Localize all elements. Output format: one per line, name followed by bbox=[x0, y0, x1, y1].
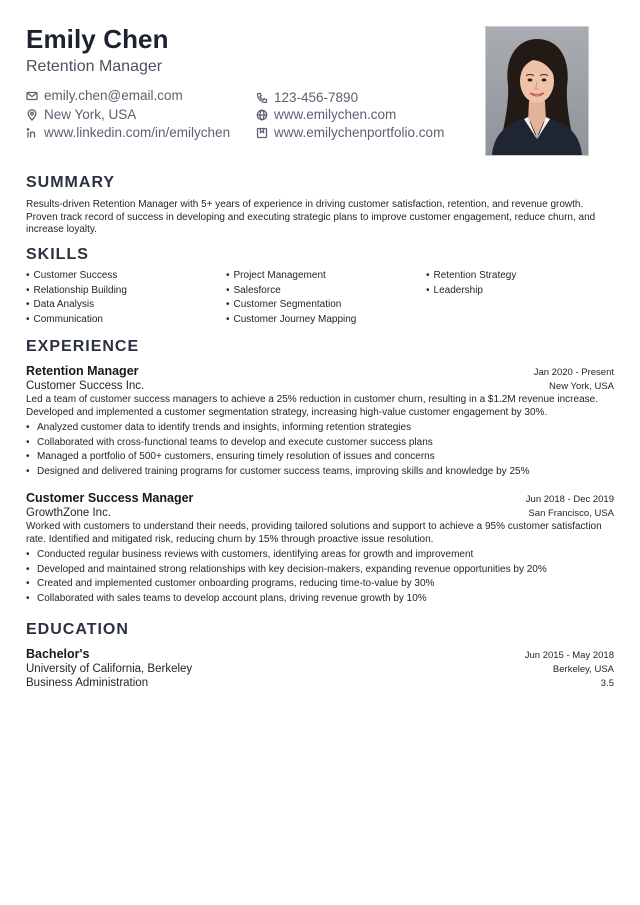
education-gpa: 3.5 bbox=[600, 678, 614, 689]
skill-item: • Customer Segmentation bbox=[226, 299, 426, 314]
envelope-icon bbox=[26, 90, 38, 102]
linkedin-icon bbox=[26, 127, 38, 139]
skills-section bbox=[26, 246, 616, 328]
skill-item: • Data Analysis bbox=[26, 299, 226, 314]
contact-portfolio[interactable] bbox=[256, 125, 444, 140]
education-degree: Bachelor's bbox=[26, 647, 90, 661]
achievement-item: • Collaborated with cross-functional teams to develop and execute customer success plans bbox=[26, 436, 614, 451]
achievement-item: • Analyzed customer data to identify trends and insights, informing retention strategies bbox=[26, 421, 614, 436]
education-field: Business Administration bbox=[26, 677, 149, 689]
contact-email-text: emily.chen@email.com bbox=[44, 88, 183, 103]
job-description: Worked with customers to understand their needs, providing tailored solutions and support to achieve a 95% customer satisfaction rate. Identified and mitigated risk, reducing churn by 15% through proactive issue resolution. bbox=[26, 521, 602, 545]
job-location: New York, USA bbox=[549, 381, 614, 392]
skill-item: • Relationship Building bbox=[26, 285, 226, 300]
job-achievements bbox=[26, 548, 614, 606]
resume-header bbox=[26, 0, 614, 160]
summary-heading: SUMMARY bbox=[26, 174, 116, 191]
job-dates: Jun 2018 - Dec 2019 bbox=[525, 494, 614, 505]
experience-section bbox=[26, 338, 614, 606]
skill-item: • Retention Strategy bbox=[426, 270, 616, 285]
skill-item: • Customer Journey Mapping bbox=[226, 314, 426, 329]
education-section bbox=[26, 621, 614, 689]
job-company: Customer Success Inc. bbox=[26, 380, 145, 392]
job-description: Led a team of customer success managers to achieve a 25% reduction in customer churn, resulting in a $1.2M revenue increase. Developed and implemented a customer segmentation strategy, increasing high-value customer engagement by 30%. bbox=[26, 394, 598, 418]
skill-item: • Leadership bbox=[426, 285, 616, 300]
job-role: Retention Manager bbox=[26, 364, 139, 378]
achievement-item: • Conducted regular business reviews with customers, identifying areas for growth and improvement bbox=[26, 548, 614, 563]
job-role: Customer Success Manager bbox=[26, 491, 194, 505]
skill-empty-cell bbox=[426, 314, 616, 329]
job-company: GrowthZone Inc. bbox=[26, 507, 112, 519]
education-dates: Jun 2015 - May 2018 bbox=[524, 650, 614, 661]
globe-icon bbox=[256, 109, 268, 121]
job-entry bbox=[26, 491, 614, 606]
summary-text: Results-driven Retention Manager with 5+ years of experience in driving customer satisfaction, retention, and revenue growth. Proven track record of success in developing and executing strategic plans to improve customer engagement, reduce churn, and increase loyalty. bbox=[26, 199, 596, 235]
skill-item: • Communication bbox=[26, 314, 226, 329]
education-school: University of California, Berkeley bbox=[26, 663, 193, 675]
contact-phone[interactable] bbox=[256, 90, 358, 105]
profile-photo bbox=[485, 26, 589, 156]
contact-website-text: www.emilychen.com bbox=[274, 107, 397, 122]
experience-heading: EXPERIENCE bbox=[26, 338, 140, 355]
skill-item: • Customer Success bbox=[26, 270, 226, 285]
achievement-item: • Collaborated with sales teams to develop account plans, driving revenue growth by 10% bbox=[26, 592, 614, 607]
skill-item: • Project Management bbox=[226, 270, 426, 285]
contact-linkedin-text: www.linkedin.com/in/emilychen bbox=[44, 125, 231, 140]
candidate-title: Retention Manager bbox=[26, 58, 163, 75]
achievement-item: • Developed and maintained strong relationships with key decision-makers, expanding revenue opportunities by 20% bbox=[26, 563, 614, 578]
skill-empty-cell bbox=[426, 299, 616, 314]
contact-website[interactable] bbox=[256, 107, 396, 122]
phone-icon bbox=[256, 92, 268, 104]
skill-item: • Salesforce bbox=[226, 285, 426, 300]
achievement-item: • Managed a portfolio of 500+ customers, ensuring timely resolution of issues and concerns bbox=[26, 450, 614, 465]
education-location: Berkeley, USA bbox=[552, 664, 614, 675]
achievement-item: • Designed and delivered training programs for customer success teams, improving skills and knowledge by 25% bbox=[26, 465, 614, 480]
job-entry bbox=[26, 364, 614, 479]
contact-portfolio-text: www.emilychenportfolio.com bbox=[274, 125, 445, 140]
education-heading: EDUCATION bbox=[26, 621, 129, 638]
contact-email[interactable] bbox=[26, 88, 183, 103]
summary-section bbox=[26, 174, 616, 237]
job-location: San Francisco, USA bbox=[528, 508, 614, 519]
contact-phone-text: 123-456-7890 bbox=[274, 90, 359, 105]
contact-linkedin[interactable] bbox=[26, 125, 230, 140]
achievement-item: • Created and implemented customer onboarding programs, reducing time-to-value by 30% bbox=[26, 577, 614, 592]
skills-list bbox=[26, 270, 616, 328]
skills-heading: SKILLS bbox=[26, 246, 89, 263]
job-dates: Jan 2020 - Present bbox=[533, 367, 614, 378]
location-pin-icon bbox=[26, 109, 38, 121]
candidate-name: Emily Chen bbox=[26, 24, 169, 54]
contact-location bbox=[26, 107, 136, 122]
contact-location-text: New York, USA bbox=[44, 107, 137, 122]
portfolio-icon bbox=[256, 127, 268, 139]
job-achievements bbox=[26, 421, 614, 479]
